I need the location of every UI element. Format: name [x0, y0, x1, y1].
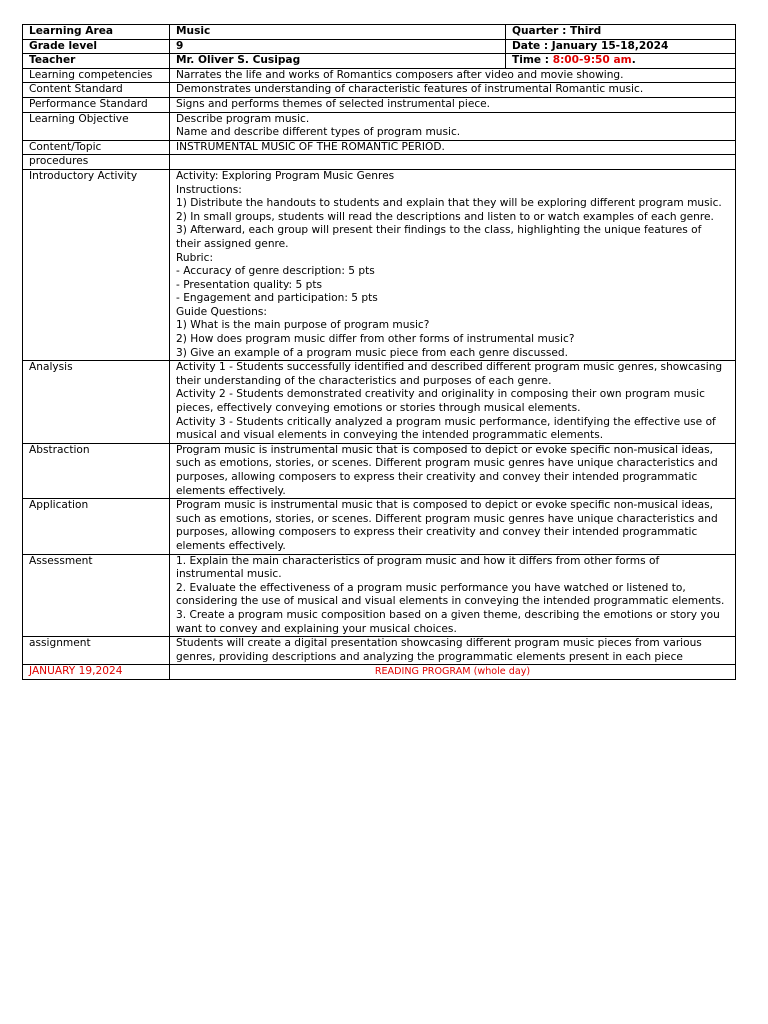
introductory-label: Introductory Activity	[23, 169, 170, 360]
row-learning-area	[23, 25, 736, 40]
content-standard-label: Content Standard	[23, 83, 170, 98]
analysis-text	[170, 361, 736, 444]
row-analysis	[23, 361, 736, 444]
procedures-empty	[170, 155, 736, 170]
analysis-line: Activity 3 - Students critically analyzed a program music performance, identifying the effective use of musical and visual elements in conveying the intended programmatic elements.	[176, 415, 716, 442]
intro-line: 1) Distribute the handouts to students and explain that they will be exploring different program music.	[176, 197, 722, 210]
row-competencies	[23, 68, 736, 83]
row-application	[23, 499, 736, 554]
row-performance-standard	[23, 97, 736, 112]
row-introductory	[23, 169, 736, 360]
performance-standard-text: Signs and performs themes of selected instrumental piece.	[170, 97, 736, 112]
objective-line: Describe program music.	[176, 112, 310, 125]
row-teacher	[23, 54, 736, 69]
row-procedures	[23, 155, 736, 170]
intro-line: 1) What is the main purpose of program music?	[176, 319, 430, 332]
assignment-label: assignment	[23, 637, 170, 665]
assignment-text: Students will create a digital presentation showcasing different program music pieces from various genres, providing descriptions and analyzing the programmatic elements present in each piece	[170, 637, 736, 665]
content-standard-text: Demonstrates understanding of characteristic features of instrumental Romantic music.	[170, 83, 736, 98]
time-suffix: .	[631, 54, 636, 67]
lesson-plan-table	[22, 24, 736, 680]
row-assignment	[23, 637, 736, 665]
row-reading-program	[23, 665, 736, 680]
intro-line: 2) In small groups, students will read the descriptions and listen to or watch examples of each genre.	[176, 210, 714, 223]
intro-line: Guide Questions:	[176, 305, 267, 318]
objective-text	[170, 112, 736, 140]
learning-area-value: Music	[170, 25, 506, 40]
reading-date-label: JANUARY 19,2024	[23, 665, 170, 680]
assessment-line: 2. Evaluate the effectiveness of a program music performance you have watched or listened to, considering the use of musical and visual elements in conveying the intended programmatic elements.	[176, 581, 725, 608]
assessment-text	[170, 554, 736, 637]
intro-line: Activity: Exploring Program Music Genres	[176, 169, 395, 182]
time-value: 8:00-9:50 am	[552, 54, 632, 67]
grade-level-label: Grade level	[23, 39, 170, 54]
content-topic-text: INSTRUMENTAL MUSIC OF THE ROMANTIC PERIOD.	[170, 140, 736, 155]
row-assessment	[23, 554, 736, 637]
quarter-label: Quarter : Third	[506, 25, 736, 40]
content-topic-label: Content/Topic	[23, 140, 170, 155]
grade-level-value: 9	[170, 39, 506, 54]
procedures-label: procedures	[23, 155, 170, 170]
assessment-label: Assessment	[23, 554, 170, 637]
objective-label: Learning Objective	[23, 112, 170, 140]
analysis-line: Activity 1 - Students successfully identified and described different program music genres, showcasing their understanding of the characteristics and purposes of each genre.	[176, 361, 723, 387]
intro-line: Instructions:	[176, 183, 242, 196]
competencies-text: Narrates the life and works of Romantics composers after video and movie showing.	[170, 68, 736, 83]
assessment-line: 3. Create a program music composition based on a given theme, describing the emotions or story you want to convey and explaining your musical choices.	[176, 608, 720, 635]
intro-line: - Engagement and participation: 5 pts	[176, 292, 378, 305]
row-grade-level	[23, 39, 736, 54]
competencies-label: Learning competencies	[23, 68, 170, 83]
row-content-topic	[23, 140, 736, 155]
reading-program-text: READING PROGRAM (whole day)	[170, 665, 736, 680]
row-abstraction	[23, 443, 736, 498]
introductory-text	[170, 169, 736, 360]
date-label: Date : January 15-18,2024	[506, 39, 736, 54]
intro-line: - Accuracy of genre description: 5 pts	[176, 265, 375, 278]
abstraction-text: Program music is instrumental music that is composed to depict or evoke specific non-musical ideas, such as emotions, stories, or scenes. Different program music genres have unique characteristics and purposes, allowing composers to express their creativity and convey their intended programmatic elements effectively.	[170, 443, 736, 498]
row-content-standard	[23, 83, 736, 98]
time-prefix: Time :	[512, 54, 553, 67]
intro-line: 3) Give an example of a program music piece from each genre discussed.	[176, 346, 568, 359]
intro-line: 3) Afterward, each group will present their findings to the class, highlighting the unique features of their assigned genre.	[176, 224, 702, 250]
analysis-label: Analysis	[23, 361, 170, 444]
abstraction-label: Abstraction	[23, 443, 170, 498]
analysis-line: Activity 2 - Students demonstrated creativity and originality in composing their own program music pieces, effectively conveying emotions or stories through musical elements.	[176, 388, 705, 415]
row-objective	[23, 112, 736, 140]
time-cell	[506, 54, 736, 69]
learning-area-label: Learning Area	[23, 25, 170, 40]
application-text: Program music is instrumental music that is composed to depict or evoke specific non-musical ideas, such as emotions, stories, or scenes. Different program music genres have unique characteristics and purposes, allowing composers to express their creativity and convey their intended programmatic elements effectively.	[170, 499, 736, 554]
teacher-label: Teacher	[23, 54, 170, 69]
intro-line: 2) How does program music differ from other forms of instrumental music?	[176, 333, 575, 346]
performance-standard-label: Performance Standard	[23, 97, 170, 112]
intro-line: - Presentation quality: 5 pts	[176, 278, 322, 291]
assessment-line: 1. Explain the main characteristics of program music and how it differs from other forms of instrumental music.	[176, 554, 660, 581]
application-label: Application	[23, 499, 170, 554]
intro-line: Rubric:	[176, 251, 214, 264]
objective-line: Name and describe different types of program music.	[176, 126, 461, 139]
teacher-value: Mr. Oliver S. Cusipag	[170, 54, 506, 69]
